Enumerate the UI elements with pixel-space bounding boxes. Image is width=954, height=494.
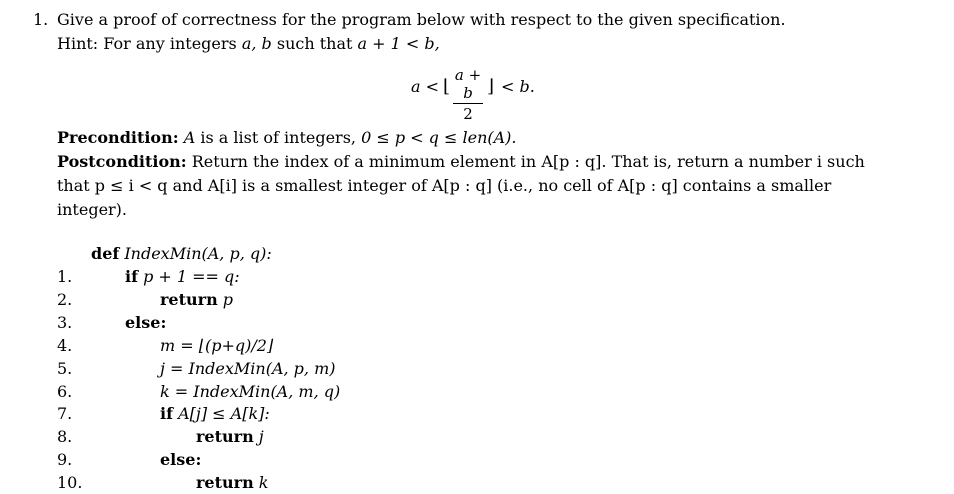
hint-text-before: For any integers (98, 34, 242, 53)
precondition-line (57, 128, 517, 148)
code-keyword: return (196, 427, 254, 446)
code-expression: A[j] ≤ A[k]: (178, 404, 270, 423)
function-signature: IndexMin(A, p, q): (124, 244, 272, 263)
question-statement: Give a proof of correctness for the program below with respect to the given specification. (57, 10, 786, 29)
code-keyword: return (196, 473, 254, 492)
postcondition-label: Postcondition: (57, 152, 187, 171)
code-keyword: else: (125, 313, 167, 332)
question-number: 1. (33, 10, 49, 29)
code-expression: p (222, 290, 234, 309)
precondition-A: A (183, 128, 196, 147)
fraction-numerator: a + b (454, 66, 482, 102)
function-definition (91, 244, 272, 264)
code-keyword: if (160, 404, 173, 423)
code-expression: j (258, 427, 264, 446)
precondition-label: Precondition: (57, 128, 179, 147)
hint-condition: a + 1 < b, (357, 34, 440, 53)
floor-close: ⌋ (487, 76, 495, 97)
fraction-bar (453, 103, 483, 104)
code-expression: p + 1 == q: (143, 267, 240, 286)
hint-label: Hint: (57, 34, 99, 53)
code-line (196, 427, 264, 447)
display-left: a < (411, 77, 440, 96)
def-keyword: def (91, 244, 120, 263)
line-number: 6. (57, 382, 73, 401)
code-expression: k = IndexMin(A, m, q) (160, 382, 341, 401)
hint-text-mid: such that (271, 34, 358, 53)
code-line (160, 336, 273, 356)
fraction-denominator: 2 (463, 105, 473, 123)
line-number: 1. (57, 267, 73, 286)
code-keyword: else: (160, 450, 202, 469)
display-inequality (411, 64, 611, 123)
code-expression: m = ⌊(p+q)/2⌋ (160, 336, 274, 355)
fraction (453, 66, 483, 123)
code-line (160, 290, 233, 310)
floor-open: ⌊ (443, 76, 451, 97)
postcondition-line-2: that p ≤ i < q and A[i] is a smallest integer of A[p : q] (i.e., no cell of A[p : q] contains a smaller (57, 176, 832, 195)
code-expression: k (258, 473, 269, 492)
code-line (160, 382, 340, 402)
code-line (160, 359, 336, 379)
code-expression: j = IndexMin(A, p, m) (160, 359, 336, 378)
postcondition-line-3: integer). (57, 200, 128, 219)
line-number: 7. (57, 404, 73, 423)
line-number: 5. (57, 359, 73, 378)
precondition-condition: 0 ≤ p < q ≤ len(A). (361, 128, 517, 147)
hint-vars: a, b (241, 34, 272, 53)
line-number: 3. (57, 313, 73, 332)
code-line (160, 450, 201, 470)
hint-line (57, 34, 440, 54)
code-line (125, 313, 166, 333)
code-line (196, 473, 269, 493)
postcondition-text-1: Return the index of a minimum element in A[p : q]. That is, return a number i such (186, 152, 865, 171)
code-keyword: return (160, 290, 218, 309)
code-line (125, 267, 240, 287)
line-number: 8. (57, 427, 73, 446)
code-line (160, 404, 270, 424)
display-right: < b. (501, 77, 535, 96)
line-number: 4. (57, 336, 73, 355)
line-number: 9. (57, 450, 73, 469)
line-number: 2. (57, 290, 73, 309)
line-number: 10. (57, 473, 83, 492)
postcondition-line-1 (57, 152, 865, 172)
code-keyword: if (125, 267, 138, 286)
precondition-text: is a list of integers, (195, 128, 362, 147)
